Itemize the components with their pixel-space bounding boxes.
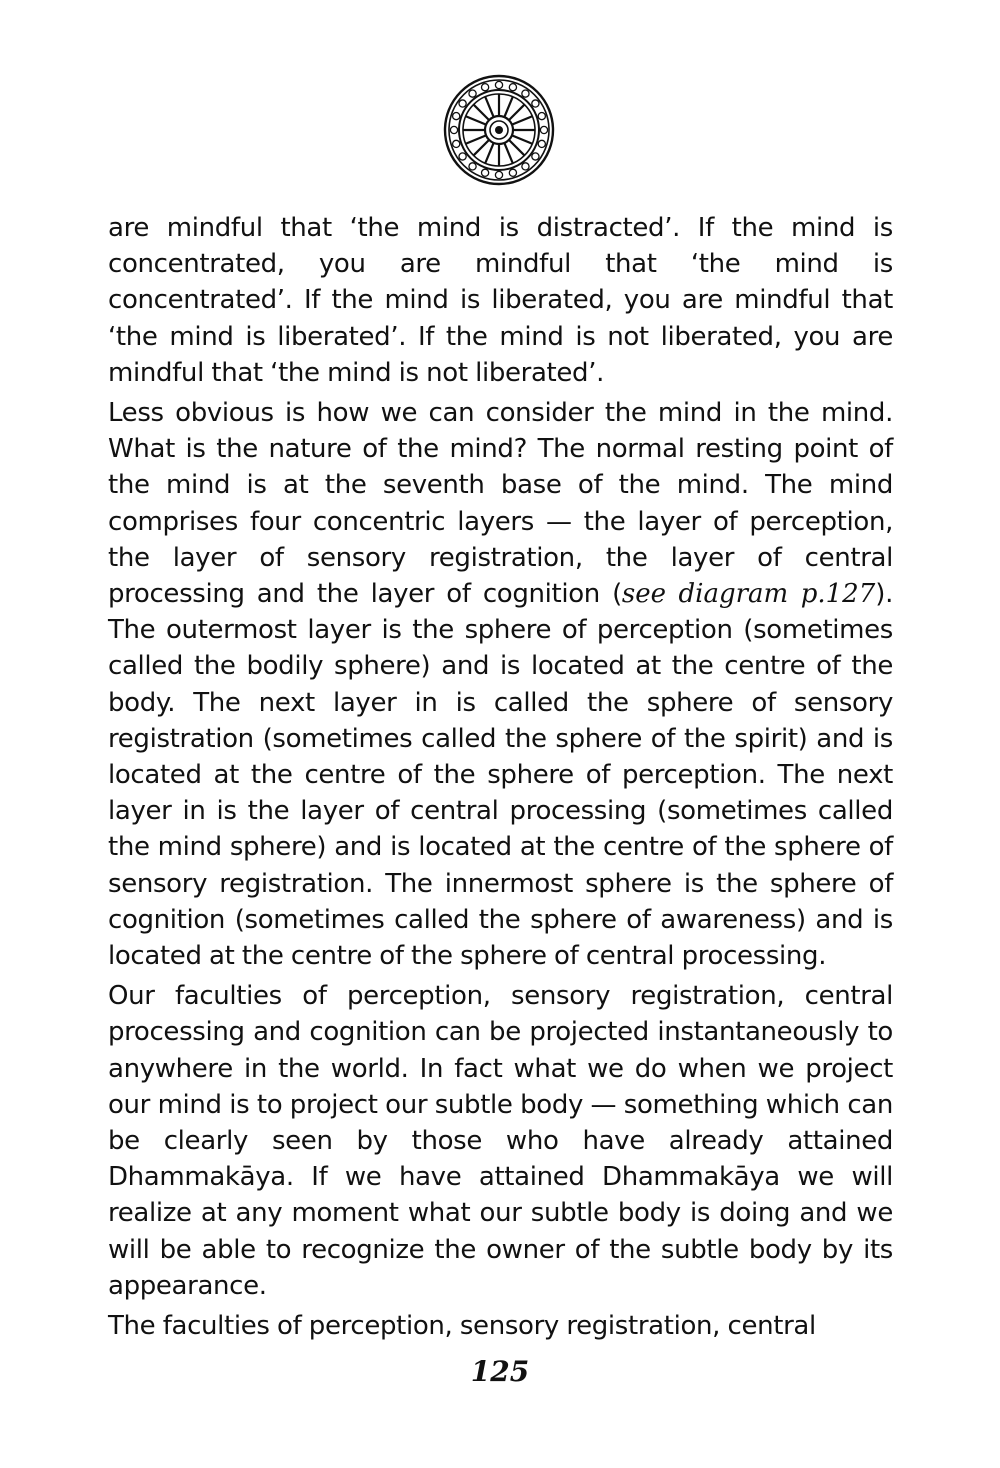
wheel-spoke [509,105,525,121]
wheel-scroll-ornament [450,126,457,133]
page-number: 125 [470,1355,530,1388]
body-text [108,210,893,1344]
wheel-scroll-ornament [509,84,516,91]
paragraph: are mindful that ‘the mind is distracted’. If the mind is concentrated, you are mindful that ‘the mind is concentrated’. If the mind is liberated, you are mindful that ‘the mind is liberated’. If the mind is not liberated, you are mindful that ‘the mind is not liberated’. [108,213,893,388]
wheel-scroll-ornament [538,112,545,119]
wheel-spoke [474,105,490,121]
wheel-spoke [485,143,493,163]
wheel-scroll-ornament [495,171,502,178]
paragraph: The faculties of perception, sensory registration, central [108,1311,816,1342]
wheel-scroll-ornament [532,100,539,107]
wheel-scroll-ornament [469,163,476,170]
wheel-spoke [466,116,486,124]
wheel-spoke [512,116,532,124]
wheel-scroll-ornament [459,153,466,160]
wheel-scroll-ornament [453,112,460,119]
wheel-scroll-ornament [481,84,488,91]
wheel-scroll-ornament [509,169,516,176]
wheel-scroll-ornament [540,126,547,133]
wheel-scroll-ornament [469,90,476,97]
wheel-spoke [485,97,493,117]
paragraph: Our faculties of perception, sensory registration, central processing and cognition can be projected instantaneously to anywhere in the world. In fact what we do when we project our mind is to project our subtle body — something which can be clearly seen by those who have already attained Dhammakāya. If we have attained Dhammakāya we will realize at any moment what our subtle body is doing and we will be able to recognize the owner of the subtle body by its appearance. [108,981,893,1301]
wheel-spoke [474,140,490,156]
wheel-spoke [504,97,512,117]
wheel-spoke [512,135,532,143]
paragraph [108,395,893,974]
paragraph-text: Less obvious is how we can consider the mind in the mind. What is the nature of the mind? The normal resting point of the mind is at the seventh base of the mind. The mind comprises four concentric layers — the layer of perception, the layer of sensory registration, the layer of central processing and the layer of cognition ( [108,398,893,610]
wheel-scroll-ornament [532,153,539,160]
wheel-scroll-ornament [459,100,466,107]
wheel-spoke [509,140,525,156]
wheel-scroll-ornament [453,140,460,147]
wheel-scroll-ornament [522,163,529,170]
wheel-scroll-ornament [495,81,502,88]
paragraph-text: ). The outermost layer is the sphere of perception (sometimes called the bodily sphere) and is located at the centre of the body. The next layer in is called the sphere of sensory registration (sometimes called the sphere of the spirit) and is located at the centre of the sphere of perception. The next layer in is the layer of central processing (sometimes called the mind sphere) and is located at the centre of the sphere of sensory registration. The innermost sphere is the sphere of cognition (sometimes called the sphere of awareness) and is located at the centre of the sphere of central processing. [108,579,893,972]
wheel-scroll-ornament [522,90,529,97]
wheel-scroll-ornament [538,140,545,147]
wheel-scroll-ornament [481,169,488,176]
diagram-reference: see diagram p.127 [621,579,876,610]
wheel-spoke [466,135,486,143]
dhamma-wheel-icon [443,74,555,186]
wheel-spoke [504,143,512,163]
